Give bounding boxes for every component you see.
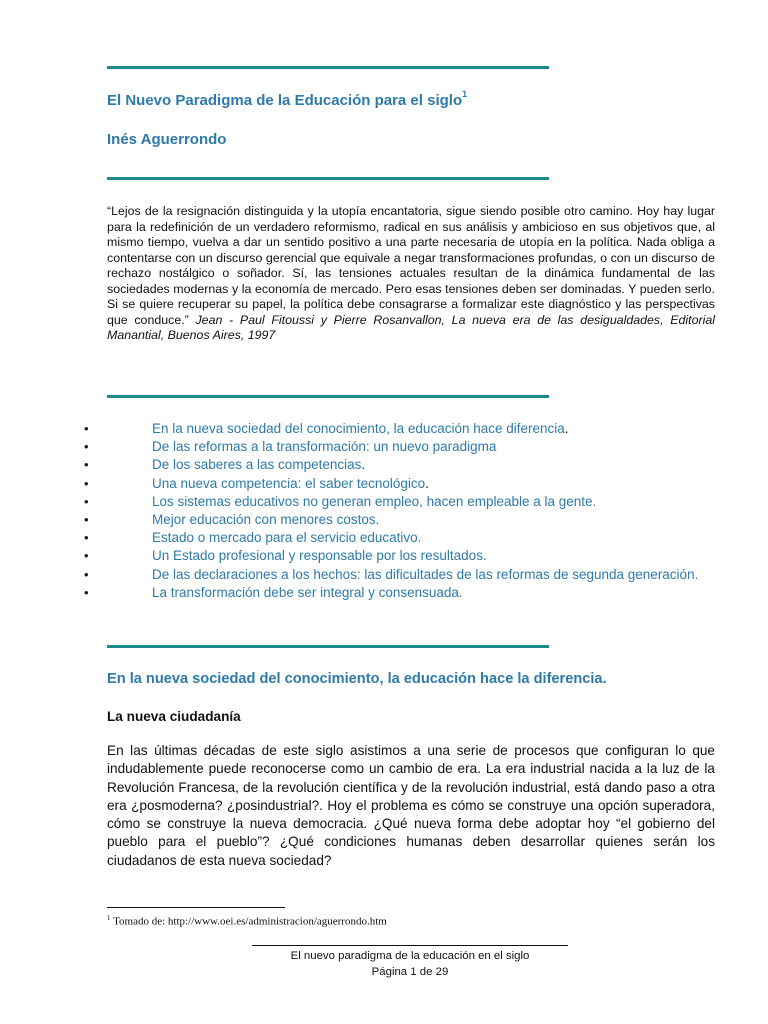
divider-after-quote: [107, 395, 549, 398]
bullet-icon: •: [84, 566, 89, 582]
divider-after-list: [107, 645, 549, 648]
footnote-separator: [107, 907, 285, 908]
title-text: El Nuevo Paradigma de la Educación para el siglo: [107, 92, 463, 109]
quote-text: “Lejos de la resignación distinguida y la utopía encantatoria, sigue siendo posible otro camino. Hoy hay lugar para la redefinición de un verdadero reformismo, radical en sus análisis y ambicioso en sus objetivos que, al mismo tiempo, vuelva a dar un sentido positivo a una parte necesaria de utopía en la política. Nada obliga a contentarse con un discurso gerencial que equivale a negar transformaciones profundas, o con un discurso de rechazo nostálgico o soñador. Sí, las tensiones actuales resultan de la dinámica fundamental de las sociedades modernas y la economía de mercado. Pero esas tensiones deben ser dominadas. Y pueden serlo. Si se quiere recuperar su papel, la política debe consagrarse a formalizar este diagnóstico y las perspectivas que conduce.”: [107, 204, 715, 327]
subsection-heading: La nueva ciudadanía: [107, 709, 241, 724]
toc-item-text: Los sistemas educativos no generan empleo, hacen empleable a la gente.: [152, 493, 597, 509]
footnote: [107, 914, 387, 928]
toc-item[interactable]: [0, 475, 716, 493]
bullet-icon: •: [84, 530, 89, 546]
toc-item-text: Estado o mercado para el servicio educativo.: [152, 530, 422, 546]
bullet-icon: •: [84, 548, 89, 564]
toc-item[interactable]: [0, 566, 716, 584]
toc-item-text: En la nueva sociedad del conocimiento, la educación hace diferencia: [152, 421, 565, 436]
bullet-icon: •: [84, 584, 89, 600]
toc-item-text: De los saberes a las competencias: [152, 457, 362, 473]
footer-title: El nuevo paradigma de la educación en el siglo: [290, 950, 530, 962]
title-footnote-ref[interactable]: 1: [462, 89, 468, 99]
toc-item[interactable]: [0, 438, 716, 456]
toc-item-trail: .: [425, 475, 429, 491]
bullet-icon: •: [84, 512, 89, 528]
toc-item-text: Una nueva competencia: el saber tecnológico: [152, 475, 426, 491]
toc-item[interactable]: [0, 493, 716, 511]
contents-list: [0, 420, 716, 602]
bullet-icon: •: [84, 421, 89, 436]
toc-item-text: La transformación debe ser integral y consensuada.: [152, 584, 463, 600]
epigraph-quote: [107, 204, 715, 344]
toc-item[interactable]: [0, 584, 716, 602]
author-name: Inés Aguerrondo: [107, 131, 227, 148]
footer-divider: [252, 945, 568, 946]
toc-item-text: Mejor educación con menores costos.: [152, 512, 380, 528]
toc-item[interactable]: [0, 529, 716, 547]
footnote-number: 1: [107, 914, 111, 922]
bullet-icon: •: [84, 457, 89, 473]
toc-item[interactable]: [0, 547, 716, 565]
quote-citation: Jean - Paul Fitoussi y Pierre Rosanvallon, La nueva era de las desigualdades, Editorial Manantial, Buenos Aires, 1997: [107, 312, 716, 342]
body-paragraph: En las últimas décadas de este siglo asistimos a una serie de procesos que configuran lo que indudablemente puede reconocerse como un cambio de era. La era industrial nacida a la luz de la Revolución Francesa, de la revolución científica y de la revolución industrial, está dando paso a otra era ¿posmoderna? ¿posindustrial?. Hoy el problema es cómo se construye una opción superadora, cómo se construye la nueva democracia. ¿Qué nueva forma debe adoptar hoy “el gobierno del pueblo para el pueblo”? ¿Qué condiciones humanas deben desarrollar quienes serán los ciudadanos de esta nueva sociedad?: [107, 743, 715, 868]
bullet-icon: •: [84, 493, 89, 509]
toc-item-trail: .: [564, 421, 569, 436]
toc-item[interactable]: [0, 511, 716, 529]
divider-top: [107, 66, 549, 69]
footnote-text[interactable]: Tomado de: http://www.oei.es/administracion/aguerrondo.htm: [113, 915, 387, 928]
toc-item-trail: .: [361, 457, 366, 473]
toc-item-text: De las declaraciones a los hechos: las dificultades de las reformas de segunda generación.: [152, 566, 699, 582]
divider-after-author: [107, 177, 549, 180]
toc-item[interactable]: [0, 420, 716, 438]
page-footer: [252, 948, 568, 980]
section-heading: En la nueva sociedad del conocimiento, la educación hace la diferencia.: [107, 671, 607, 687]
bullet-icon: •: [84, 439, 89, 455]
document-title: [107, 89, 468, 109]
toc-item-text: Un Estado profesional y responsable por los resultados.: [152, 548, 487, 564]
toc-item[interactable]: [0, 456, 716, 474]
toc-item-text: De las reformas a la transformación: un nuevo paradigma: [152, 439, 497, 455]
bullet-icon: •: [84, 475, 89, 491]
page-number: Página 1 de 29: [371, 966, 449, 978]
